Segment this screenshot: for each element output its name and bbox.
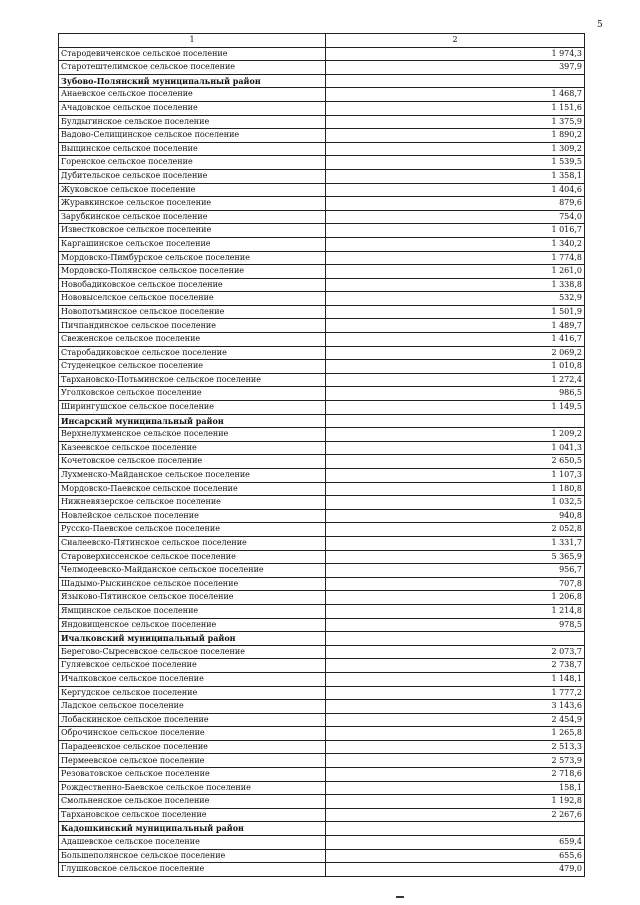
table-row [59, 795, 585, 809]
table-row [59, 672, 585, 686]
table-row [59, 360, 585, 374]
settlement-name: Челмодеевско-Майданское сельское поселение [59, 564, 326, 578]
settlement-name: Анаевское сельское поселение [59, 88, 326, 102]
table-row [59, 550, 585, 564]
settlement-name: Резоватовское сельское поселение [59, 768, 326, 782]
amount-value: 1 041,3 [326, 441, 585, 455]
settlement-name: Уголковское сельское поселение [59, 387, 326, 401]
settlement-name: Гуляевское сельское поселение [59, 659, 326, 673]
district-name: Зубово-Полянский муниципальный район [59, 74, 326, 88]
amount-value: 1 416,7 [326, 333, 585, 347]
amount-value: 2 069,2 [326, 346, 585, 360]
table-row [59, 604, 585, 618]
settlement-name: Студенецкое сельское поселение [59, 360, 326, 374]
amount-value: 655,6 [326, 849, 585, 863]
table-row [59, 169, 585, 183]
amount-value: 2 454,9 [326, 713, 585, 727]
settlement-name: Шадымо-Рыскинское сельское поселение [59, 577, 326, 591]
settlement-name: Дубительское сельское поселение [59, 169, 326, 183]
settlement-name: Новлейское сельское поселение [59, 509, 326, 523]
table-row [59, 577, 585, 591]
amount-value: 1 331,7 [326, 536, 585, 550]
table-row [59, 713, 585, 727]
table-row [59, 47, 585, 61]
settlement-name: Адашевское сельское поселение [59, 836, 326, 850]
table-row [59, 387, 585, 401]
table-row [59, 455, 585, 469]
table-row [59, 727, 585, 741]
settlement-name: Яндовищенское сельское поселение [59, 618, 326, 632]
amount-value: 707,8 [326, 577, 585, 591]
table-row [59, 686, 585, 700]
amount-value: 1 501,9 [326, 305, 585, 319]
table-row [59, 836, 585, 850]
table-row [59, 251, 585, 265]
table-row [59, 700, 585, 714]
table-row [59, 88, 585, 102]
settlement-name: Тархановско-Потьминское сельское поселение [59, 373, 326, 387]
amount-value: 2 513,3 [326, 740, 585, 754]
settlement-name: Ачадовское сельское поселение [59, 101, 326, 115]
amount-value: 2 052,8 [326, 523, 585, 537]
table-row [59, 373, 585, 387]
amount-value: 1 468,7 [326, 88, 585, 102]
amount-value [326, 414, 585, 428]
table-row [59, 156, 585, 170]
table-row [59, 183, 585, 197]
settlement-name: Оброчинское сельское поселение [59, 727, 326, 741]
amount-value: 1 209,2 [326, 428, 585, 442]
table-row [59, 564, 585, 578]
table-row [59, 645, 585, 659]
amount-value: 2 718,6 [326, 768, 585, 782]
amount-value: 1 151,6 [326, 101, 585, 115]
amount-value: 1 340,2 [326, 237, 585, 251]
settlement-name: Нововыселское сельское поселение [59, 292, 326, 306]
settlement-name: Зарубкинское сельское поселение [59, 210, 326, 224]
settlement-name: Мордовско-Полянское сельское поселение [59, 265, 326, 279]
settlement-name: Большеполянское сельское поселение [59, 849, 326, 863]
table-row [59, 496, 585, 510]
table-row [59, 863, 585, 877]
table-row [59, 523, 585, 537]
amount-value: 3 143,6 [326, 700, 585, 714]
district-row [59, 74, 585, 88]
amount-value: 2 073,7 [326, 645, 585, 659]
table-row [59, 319, 585, 333]
district-row [59, 822, 585, 836]
settlement-name: Смольненское сельское поселение [59, 795, 326, 809]
amount-value: 1 375,9 [326, 115, 585, 129]
amount-value: 659,4 [326, 836, 585, 850]
settlement-name: Кергудское сельское поселение [59, 686, 326, 700]
amount-value: 1 974,3 [326, 47, 585, 61]
column-header-2: 2 [326, 34, 585, 48]
table-row [59, 292, 585, 306]
amount-value: 1 149,5 [326, 401, 585, 415]
settlement-name: Верхнелухменское сельское поселение [59, 428, 326, 442]
settlement-name: Пермеевское сельское поселение [59, 754, 326, 768]
table-body [59, 47, 585, 876]
amount-value: 2 738,7 [326, 659, 585, 673]
amount-value: 986,5 [326, 387, 585, 401]
table-row [59, 210, 585, 224]
settlement-name: Известковское сельское поселение [59, 224, 326, 238]
amount-value: 532,9 [326, 292, 585, 306]
table-row [59, 305, 585, 319]
amount-value: 5 365,9 [326, 550, 585, 564]
settlement-name: Берегово-Сыресевское сельское поселение [59, 645, 326, 659]
amount-value: 1 404,6 [326, 183, 585, 197]
amount-value: 754,0 [326, 210, 585, 224]
amount-value: 978,5 [326, 618, 585, 632]
amount-value: 2 573,9 [326, 754, 585, 768]
amount-value: 1 010,8 [326, 360, 585, 374]
table-row [59, 101, 585, 115]
amount-value: 1 265,8 [326, 727, 585, 741]
amount-value: 940,8 [326, 509, 585, 523]
amount-value: 1 539,5 [326, 156, 585, 170]
amount-value: 879,6 [326, 197, 585, 211]
amount-value: 1 309,2 [326, 142, 585, 156]
table-row [59, 265, 585, 279]
amount-value: 1 016,7 [326, 224, 585, 238]
settlement-name: Мордовско-Пимбурское сельское поселение [59, 251, 326, 265]
page-number: 5 [597, 20, 603, 30]
settlement-name: Булдыгинское сельское поселение [59, 115, 326, 129]
settlement-name: Пичпандинское сельское поселение [59, 319, 326, 333]
table-row [59, 781, 585, 795]
table-row [59, 346, 585, 360]
district-name: Инсарский муниципальный район [59, 414, 326, 428]
district-name: Ичалковский муниципальный район [59, 632, 326, 646]
table-row [59, 849, 585, 863]
amount-value: 397,9 [326, 61, 585, 75]
amount-value: 1 890,2 [326, 129, 585, 143]
settlement-name: Языково-Пятинское сельское поселение [59, 591, 326, 605]
district-row [59, 632, 585, 646]
settlement-name: Старотештелимское сельское поселение [59, 61, 326, 75]
amount-value: 1 180,8 [326, 482, 585, 496]
amount-value: 1 206,8 [326, 591, 585, 605]
table-row [59, 768, 585, 782]
table-row [59, 469, 585, 483]
table-row [59, 401, 585, 415]
settlement-name: Парадеевское сельское поселение [59, 740, 326, 754]
settlement-name: Жуковское сельское поселение [59, 183, 326, 197]
table-row [59, 278, 585, 292]
table-row [59, 441, 585, 455]
table-row [59, 61, 585, 75]
amount-value: 1 358,1 [326, 169, 585, 183]
table-row [59, 197, 585, 211]
amount-value: 2 267,6 [326, 808, 585, 822]
settlement-name: Ширингушское сельское поселение [59, 401, 326, 415]
table-row [59, 237, 585, 251]
settlement-name: Ичалковское сельское поселение [59, 672, 326, 686]
district-row [59, 414, 585, 428]
settlement-name: Мордовско-Паевское сельское поселение [59, 482, 326, 496]
settlement-name: Ладское сельское поселение [59, 700, 326, 714]
settlement-name: Каргашинское сельское поселение [59, 237, 326, 251]
settlement-name: Новобадиковское сельское поселение [59, 278, 326, 292]
settlement-name: Лухменско-Майданское сельское поселение [59, 469, 326, 483]
settlement-name: Казеевское сельское поселение [59, 441, 326, 455]
table-row [59, 482, 585, 496]
column-header-1: 1 [59, 34, 326, 48]
settlement-name: Лобаскинское сельское поселение [59, 713, 326, 727]
settlement-name: Нижневязерское сельское поселение [59, 496, 326, 510]
amount-value: 1 777,2 [326, 686, 585, 700]
table-row [59, 224, 585, 238]
amount-value: 479,0 [326, 863, 585, 877]
settlement-name: Глушковское сельское поселение [59, 863, 326, 877]
settlement-name: Вадово-Селищинское сельское поселение [59, 129, 326, 143]
amount-value: 1 192,8 [326, 795, 585, 809]
amount-value: 1 272,4 [326, 373, 585, 387]
table-row [59, 659, 585, 673]
settlement-name: Горенское сельское поселение [59, 156, 326, 170]
district-name: Кадошкинский муниципальный район [59, 822, 326, 836]
table-row [59, 754, 585, 768]
settlement-name: Староверхиссенское сельское поселение [59, 550, 326, 564]
settlement-name: Сиалеевско-Пятинское сельское поселение [59, 536, 326, 550]
table-row [59, 591, 585, 605]
amount-value: 1 214,8 [326, 604, 585, 618]
amount-value [326, 822, 585, 836]
amount-value: 1 489,7 [326, 319, 585, 333]
amount-value: 1 338,8 [326, 278, 585, 292]
table-row [59, 428, 585, 442]
table-row [59, 115, 585, 129]
amount-value [326, 74, 585, 88]
settlement-name: Стародевиченское сельское поселение [59, 47, 326, 61]
settlement-name: Ямщинское сельское поселение [59, 604, 326, 618]
page-mark [396, 896, 404, 898]
budget-table [58, 33, 585, 877]
table-row [59, 808, 585, 822]
settlement-name: Старобадиковское сельское поселение [59, 346, 326, 360]
settlement-name: Свеженское сельское поселение [59, 333, 326, 347]
settlement-name: Русско-Паевское сельское поселение [59, 523, 326, 537]
table-row [59, 536, 585, 550]
settlement-name: Кочетовское сельское поселение [59, 455, 326, 469]
amount-value: 2 650,5 [326, 455, 585, 469]
table-row [59, 509, 585, 523]
table-header-row [59, 34, 585, 48]
amount-value: 1 148,1 [326, 672, 585, 686]
settlement-name: Журавкинское сельское поселение [59, 197, 326, 211]
settlement-name: Новопотьминское сельское поселение [59, 305, 326, 319]
amount-value: 956,7 [326, 564, 585, 578]
settlement-name: Рождественно-Баевское сельское поселение [59, 781, 326, 795]
amount-value [326, 632, 585, 646]
table-row [59, 333, 585, 347]
table-row [59, 618, 585, 632]
table-row [59, 129, 585, 143]
amount-value: 1 774,8 [326, 251, 585, 265]
amount-value: 158,1 [326, 781, 585, 795]
amount-value: 1 107,3 [326, 469, 585, 483]
amount-value: 1 261,0 [326, 265, 585, 279]
settlement-name: Тархановское сельское поселение [59, 808, 326, 822]
settlement-name: Выщинское сельское поселение [59, 142, 326, 156]
amount-value: 1 032,5 [326, 496, 585, 510]
table-row [59, 740, 585, 754]
table-row [59, 142, 585, 156]
